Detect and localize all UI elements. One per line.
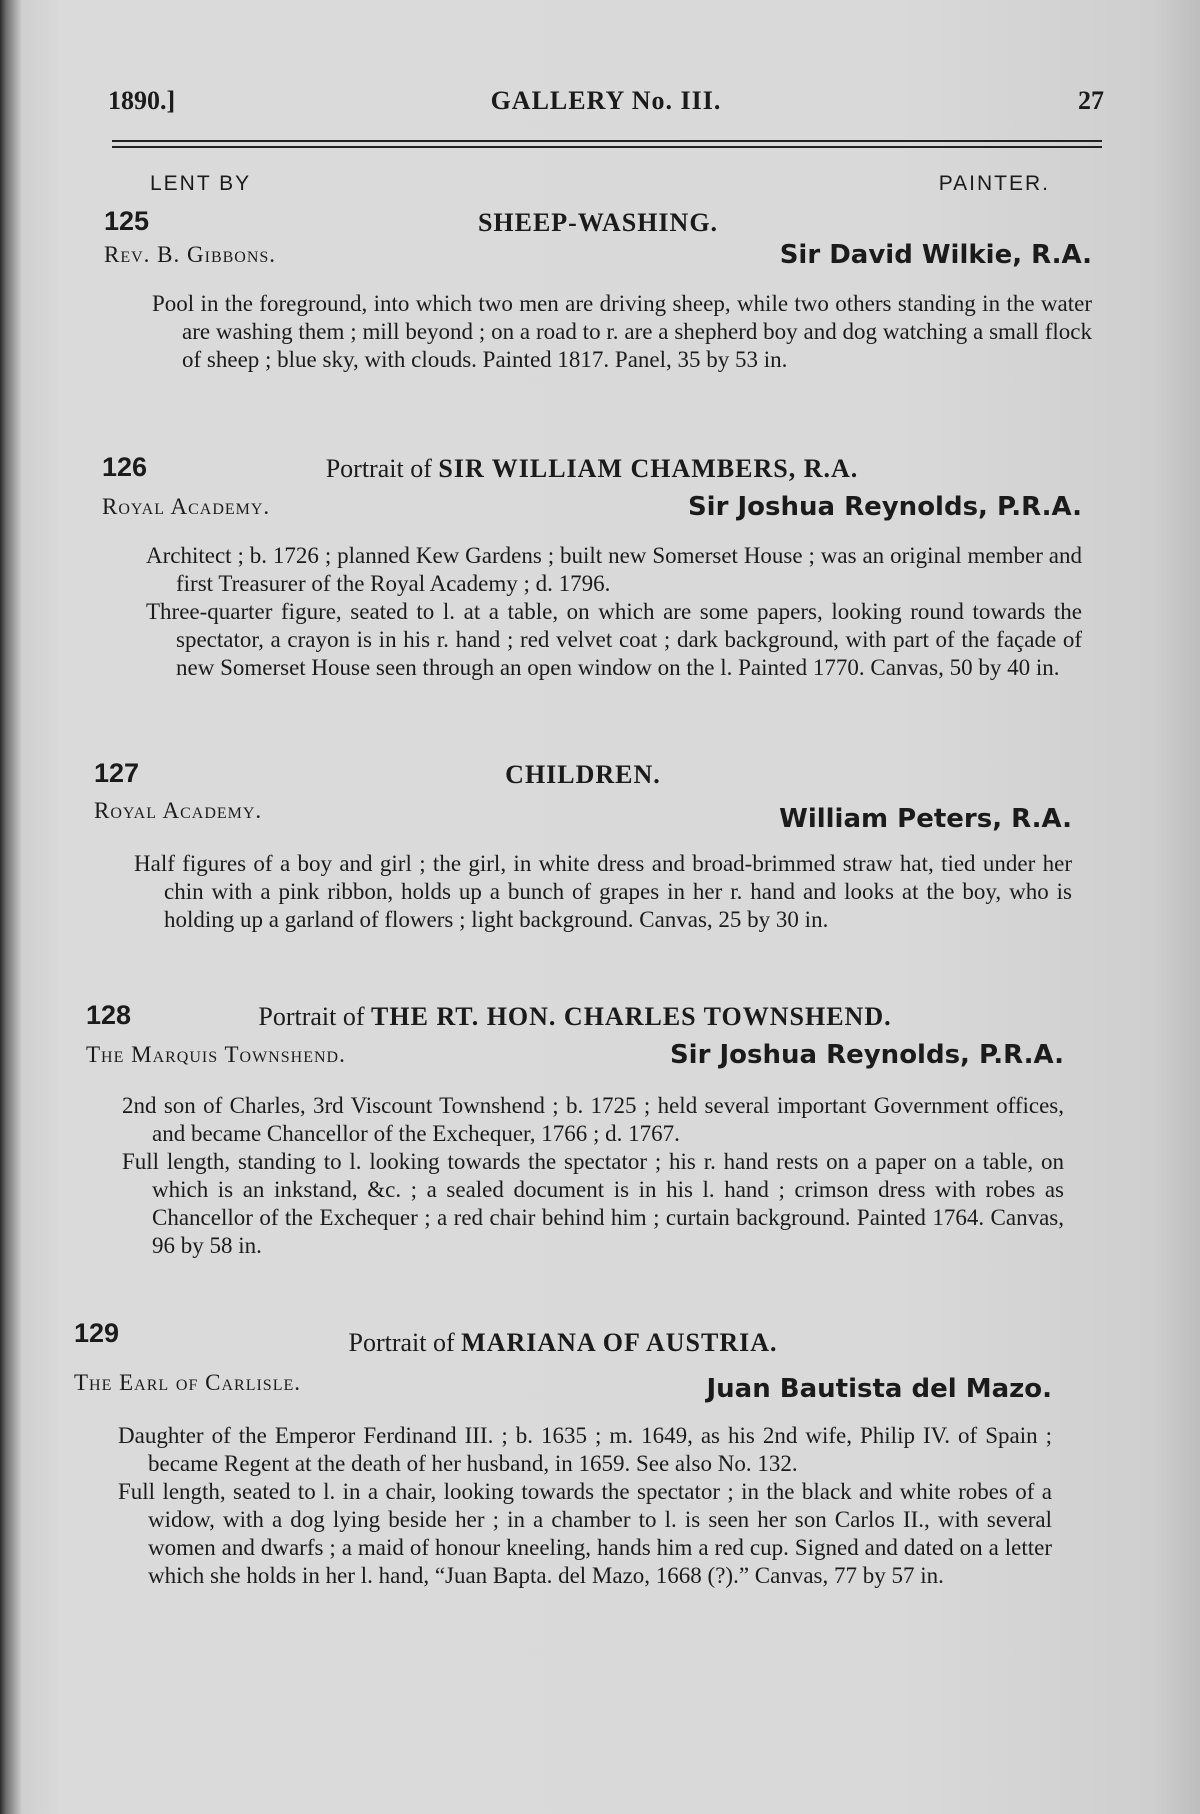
description-paragraph: Daughter of the Emperor Ferdinand III. ; b. 1635 ; m. 1649, as his 2nd wife, Philip IV. of Spain ; became Regent at the death of her husband, in 1659. See also No. 132. [118,1423,1052,1476]
painter-heading: PAINTER. [938,172,1050,195]
entry-lender: Royal Academy. [94,798,263,823]
description-paragraph: Half figures of a boy and girl ; the girl, in white dress and broad-brimmed straw hat, tied under her chin with a pink ribbon, holds up a bunch of grapes in her r. hand and looks at the boy, who is holding up a garland of flowers ; light background. Canvas, 25 by 30 in. [134,851,1072,932]
entry-description [94,850,1072,934]
entry-description [102,542,1082,682]
entry-description [104,290,1092,374]
catalogue-entry-128 [86,1000,1064,1260]
entry-lender: Royal Academy. [102,494,271,519]
entry-number: 125 [104,206,150,236]
lent-by-heading: LENT BY [150,172,252,195]
catalogue-entry-129 [74,1318,1052,1590]
description-paragraph: Three-quarter figure, seated to l. at a table, on which are some papers, looking round towards the spectator, a crayon is in his r. hand ; red velvet coat ; dark background, with part of the façade of new Somerset House seen through an open window on the l. Painted 1770. Canvas, 50 by 40 in. [146,599,1082,680]
header-title: GALLERY No. III. [490,86,722,115]
description-paragraph: Full length, standing to l. looking towards the spectator ; his r. hand rests on a paper on a table, on which is an inkstand, &c. ; a sealed document is in his l. hand ; crimson dress with robes as Chancellor of the Exchequer ; a red chair behind him ; curtain background. Painted 1764. Canvas, 96 by 58 in. [122,1149,1064,1258]
entry-title: SHEEP-WASHING. [477,208,719,237]
header-rule-top [112,140,1102,142]
entry-lender: The Earl of Carlisle. [74,1370,301,1395]
entry-lender: Rev. B. Gibbons. [104,242,277,267]
entry-number: 129 [74,1318,120,1348]
entry-painter: Sir Joshua Reynolds, P.R.A. [669,1040,1064,1070]
entry-title: Portrait of SIR WILLIAM CHAMBERS, R.A. [325,454,859,483]
catalogue-entry-125 [104,206,1092,374]
entry-title: Portrait of THE RT. HON. CHARLES TOWNSHEND. [258,1002,892,1031]
header-year: 1890.] [108,86,176,115]
page-number: 27 [1078,86,1104,115]
header-rule-bottom [112,146,1102,148]
entry-title: Portrait of MARIANA OF AUSTRIA. [348,1328,778,1357]
description-paragraph: Architect ; b. 1726 ; planned Kew Gardens ; built new Somerset House ; was an original member and first Treasurer of the Royal Academy ; d. 1796. [146,543,1082,596]
description-paragraph: 2nd son of Charles, 3rd Viscount Townshend ; b. 1725 ; held several important Government offices, and became Chancellor of the Exchequer, 1766 ; d. 1767. [122,1093,1064,1146]
entry-number: 128 [86,1000,132,1030]
description-paragraph: Pool in the foreground, into which two men are driving sheep, while two others standing in the water are washing them ; mill beyond ; on a road to r. are a shepherd boy and dog watching a small flock of sheep ; blue sky, with clouds. Painted 1817. Panel, 35 by 53 in. [152,291,1092,372]
column-headings [150,172,1050,196]
entry-painter: Sir David Wilkie, R.A. [779,240,1092,270]
entry-number: 126 [102,452,148,482]
entry-painter: Sir Joshua Reynolds, P.R.A. [687,492,1082,522]
entry-painter: Juan Bautista del Mazo. [706,1374,1052,1404]
entry-description [86,1092,1064,1260]
entry-lender: The Marquis Townshend. [86,1042,346,1067]
entry-description [74,1422,1052,1590]
entry-number: 127 [94,758,140,788]
catalogue-entry-126 [102,452,1082,682]
description-paragraph: Full length, seated to l. in a chair, looking towards the spectator ; in the black and white robes of a widow, with a dog lying beside her ; in a chamber to l. is seen her son Carlos II., with several women and dwarfs ; a maid of honour kneeling, hands him a red cup. Signed and dated on a letter which she holds in her l. hand, “Juan Bapta. del Mazo, 1668 (?).” Canvas, 77 by 57 in. [118,1479,1052,1588]
entry-title: CHILDREN. [505,760,661,789]
running-header [108,86,1104,126]
entry-painter: William Peters, R.A. [779,804,1072,834]
catalogue-entry-127 [94,758,1072,934]
